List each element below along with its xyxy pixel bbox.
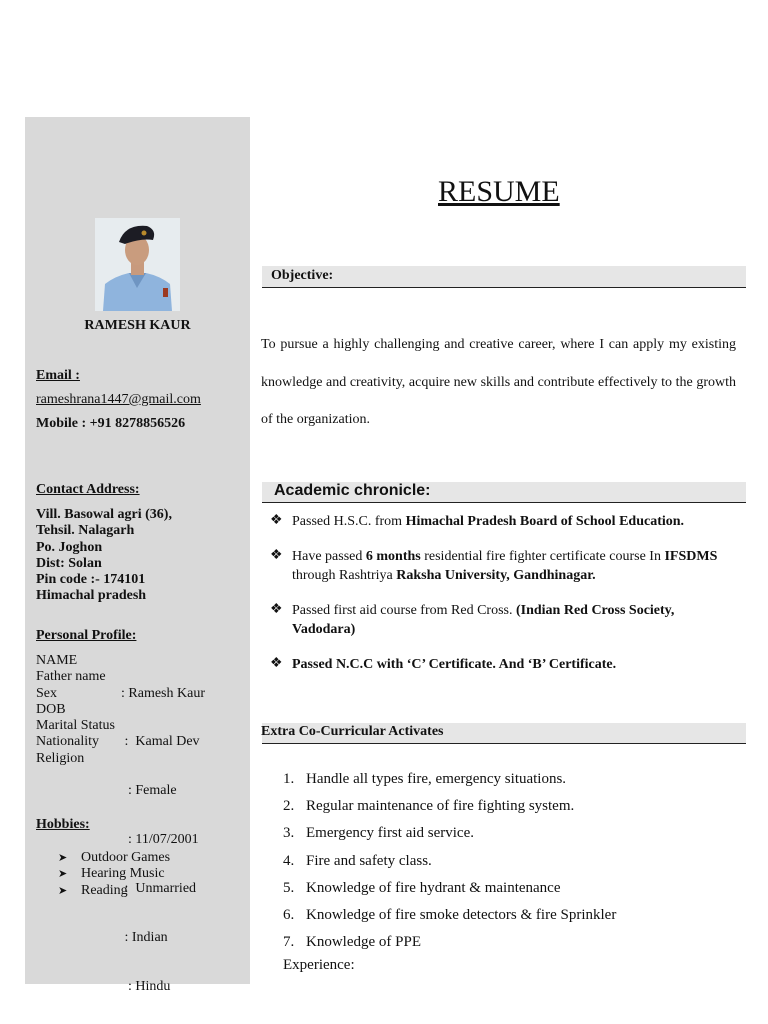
diamond-bullet-icon: ❖ [270,602,283,617]
candidate-name: RAMESH KAUR [84,318,191,333]
academic-text-bold: Himachal Pradesh Board of School Education. [405,514,685,529]
academic-text-bold: Passed N.C.C with ‘C’ Certificate. And ‘B’ Certificate. [292,657,617,672]
list-item [283,875,616,902]
list-text: Fire and safety class. [306,852,432,869]
hobby-text: Outdoor Games [81,850,171,865]
list-text: Knowledge of PPE [306,934,421,951]
objective-heading-bar [262,266,746,288]
academic-text-bold: Raksha University, Gandhinagar. [396,568,596,583]
hobby-text: Reading [81,882,128,898]
list-text: Emergency first aid service. [306,825,474,842]
profile-value: : Unmarried [121,881,197,897]
academic-text-bold: IFSDMS [664,549,718,564]
academic-text-bold: 6 months [365,549,421,564]
arrow-bullet-icon: ➤ [58,868,68,881]
profile-key: NAME [36,653,78,668]
profile-photo [95,218,180,311]
academic-text: Have passed [292,549,366,564]
profile-key: Nationality [36,734,99,750]
profile-value: : Kamal Dev [121,734,200,750]
mobile-number: Mobile : +91 8278856526 [36,416,186,431]
list-item [283,902,616,929]
list-item [58,850,170,866]
list-item [283,929,616,956]
list-number: 5. [283,879,295,896]
list-item [283,820,616,847]
email-label: Email : [36,368,80,383]
arrow-bullet-icon: ➤ [58,884,68,897]
hobbies-label: Hobbies: [36,817,90,832]
academic-item [292,655,722,674]
address-line: Tehsil. Nalagarh [36,523,135,539]
extra-curricular-heading: Extra Co-Curricular Activates [261,724,444,739]
list-item [283,793,616,820]
objective-text: To pursue a highly challenging and creative career, where I can apply my existing knowledge and creativity, acquire new skills and contribute effectively to the growth of the organization. [261,337,736,427]
profile-key: Father name [36,669,106,685]
list-item [58,883,170,899]
list-number: 4. [283,852,295,869]
diamond-bullet-icon: ❖ [270,513,283,528]
profile-key: Marital Status [36,718,115,734]
profile-value: : Hindu [121,978,171,994]
profile-value: : Female [121,783,177,799]
personal-profile-label: Personal Profile: [36,628,137,643]
list-text: Knowledge of fire smoke detectors & fire Sprinkler [306,907,617,924]
academic-item [292,547,722,585]
list-text: Knowledge of fire hydrant & maintenance [306,879,561,896]
profile-key: Sex [36,685,57,701]
list-number: 1. [283,771,295,787]
academic-text: through Rashtriya [292,568,397,583]
academic-text-bold: (Indian Red Cross Society, Vadodara) [292,603,675,637]
experience-label: Experience: [283,957,355,973]
objective-heading: Objective: [271,268,334,283]
list-number: 6. [283,907,295,924]
list-item [58,866,170,882]
academic-text: Passed first aid course from Red Cross. [292,603,516,618]
academic-heading: Academic chronicle: [274,482,431,499]
address-line: Pin code :- 174101 [36,572,146,588]
list-number: 2. [283,798,295,815]
list-number: 7. [283,934,295,951]
profile-values [121,653,205,1012]
academic-text: residential fire fighter certificate course In [420,549,665,564]
profile-key: DOB [36,701,66,717]
diamond-bullet-icon: ❖ [270,656,283,671]
list-item [283,848,616,875]
list-text: Regular maintenance of fire fighting system. [306,798,575,815]
address-line: Vill. Basowal agri (36), [36,507,172,522]
address-line: Himachal pradesh [36,588,147,604]
profile-value: : Indian [121,930,168,946]
academic-item [292,601,722,639]
hobbies-list [58,850,170,899]
extra-curricular-list [283,766,616,956]
arrow-bullet-icon: ➤ [58,852,68,864]
diamond-bullet-icon: ❖ [270,548,283,563]
profile-value: : Ramesh Kaur [121,685,205,701]
contact-address-label: Contact Address: [36,482,140,497]
address-line: Po. Joghon [36,539,103,555]
list-text: Handle all types fire, emergency situations. [306,771,567,787]
list-number: 3. [283,825,295,842]
address-line: Dist: Solan [36,555,102,571]
list-item [283,766,616,793]
academic-item [292,512,722,531]
page-title: RESUME [438,175,560,208]
contact-address [36,507,172,605]
email-link[interactable]: rameshrana1447@gmail.com [36,392,201,407]
profile-value: : 11/07/2001 [121,832,199,848]
hobby-text: Hearing Music [81,866,165,882]
profile-key: Religion [36,750,85,766]
academic-text: Passed H.S.C. from [292,514,406,529]
profile-keys [36,653,115,767]
